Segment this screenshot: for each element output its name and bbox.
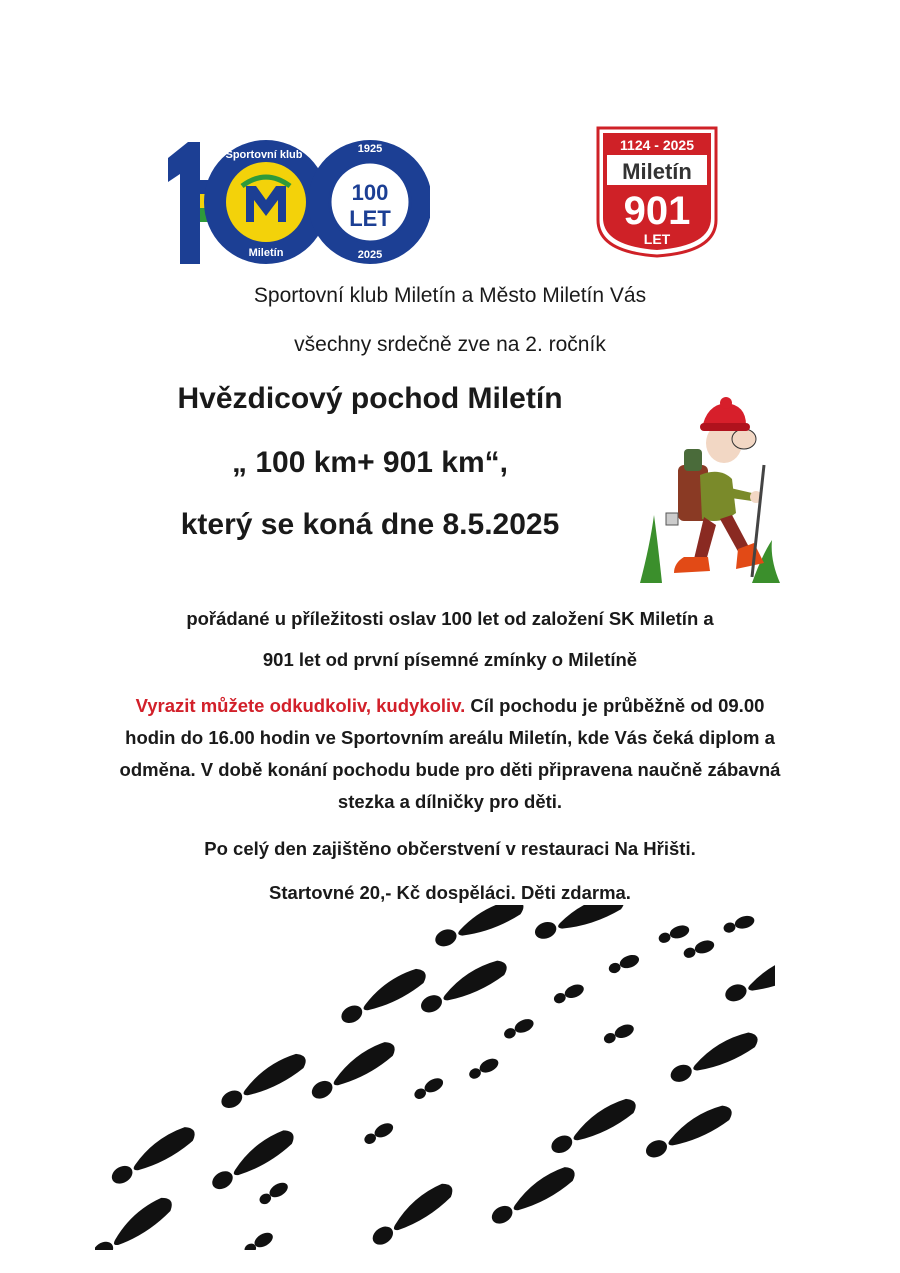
sk-badge-number: 100 — [351, 180, 389, 205]
sk-ring-top-text: Sportovní klub — [225, 149, 303, 161]
town-number: 901 — [623, 189, 691, 233]
occasion-line-1: pořádané u příležitosti oslav 100 let od založení SK Miletín a — [186, 608, 714, 629]
miletin-901-logo — [594, 124, 720, 258]
event-title: Hvězdicový pochod Miletín — [177, 382, 563, 415]
refreshments-line: Po celý den zajištěno občerstvení v restauraci Na Hřišti. — [204, 838, 696, 859]
details-text: Cíl pochodu je průběžně od 09.00 hodin do 16.00 hodin ve Sportovním areálu Miletín, kde Vás čeká diplom a odměna. V době konání pochodu bude pro děti připravena naučně zábavná stezka a dílničky pro děti. — [119, 695, 781, 812]
sk-badge-text: LET — [349, 206, 391, 231]
hiker-illustration — [640, 395, 785, 585]
town-years: 1124 - 2025 — [620, 137, 694, 153]
event-date: který se koná dne 8.5.2025 — [180, 508, 560, 541]
details-highlight: Vyrazit můžete odkudkoliv, kudykoliv. — [135, 695, 466, 716]
occasion-line-2: 901 let od první písemné zmínky o Miletíně — [262, 649, 638, 670]
sk-year-start: 1925 — [357, 143, 383, 155]
sk-miletin-100-logo — [160, 128, 430, 268]
fee-line: Startovné 20,- Kč dospěláci. Děti zdarma. — [269, 882, 631, 903]
sk-ring-bottom-text: Miletín — [248, 247, 284, 259]
footprints-trail — [95, 905, 775, 1250]
event-distance: „ 100 km+ 901 km“, — [231, 446, 509, 479]
details-paragraph — [110, 690, 790, 818]
intro-line-2: všechny srdečně zve na 2. ročník — [294, 333, 606, 356]
town-let: LET — [643, 231, 671, 247]
intro-line-1: Sportovní klub Miletín a Město Miletín Vás — [253, 284, 647, 307]
sk-year-end: 2025 — [357, 249, 383, 261]
town-name: Miletín — [622, 159, 692, 184]
